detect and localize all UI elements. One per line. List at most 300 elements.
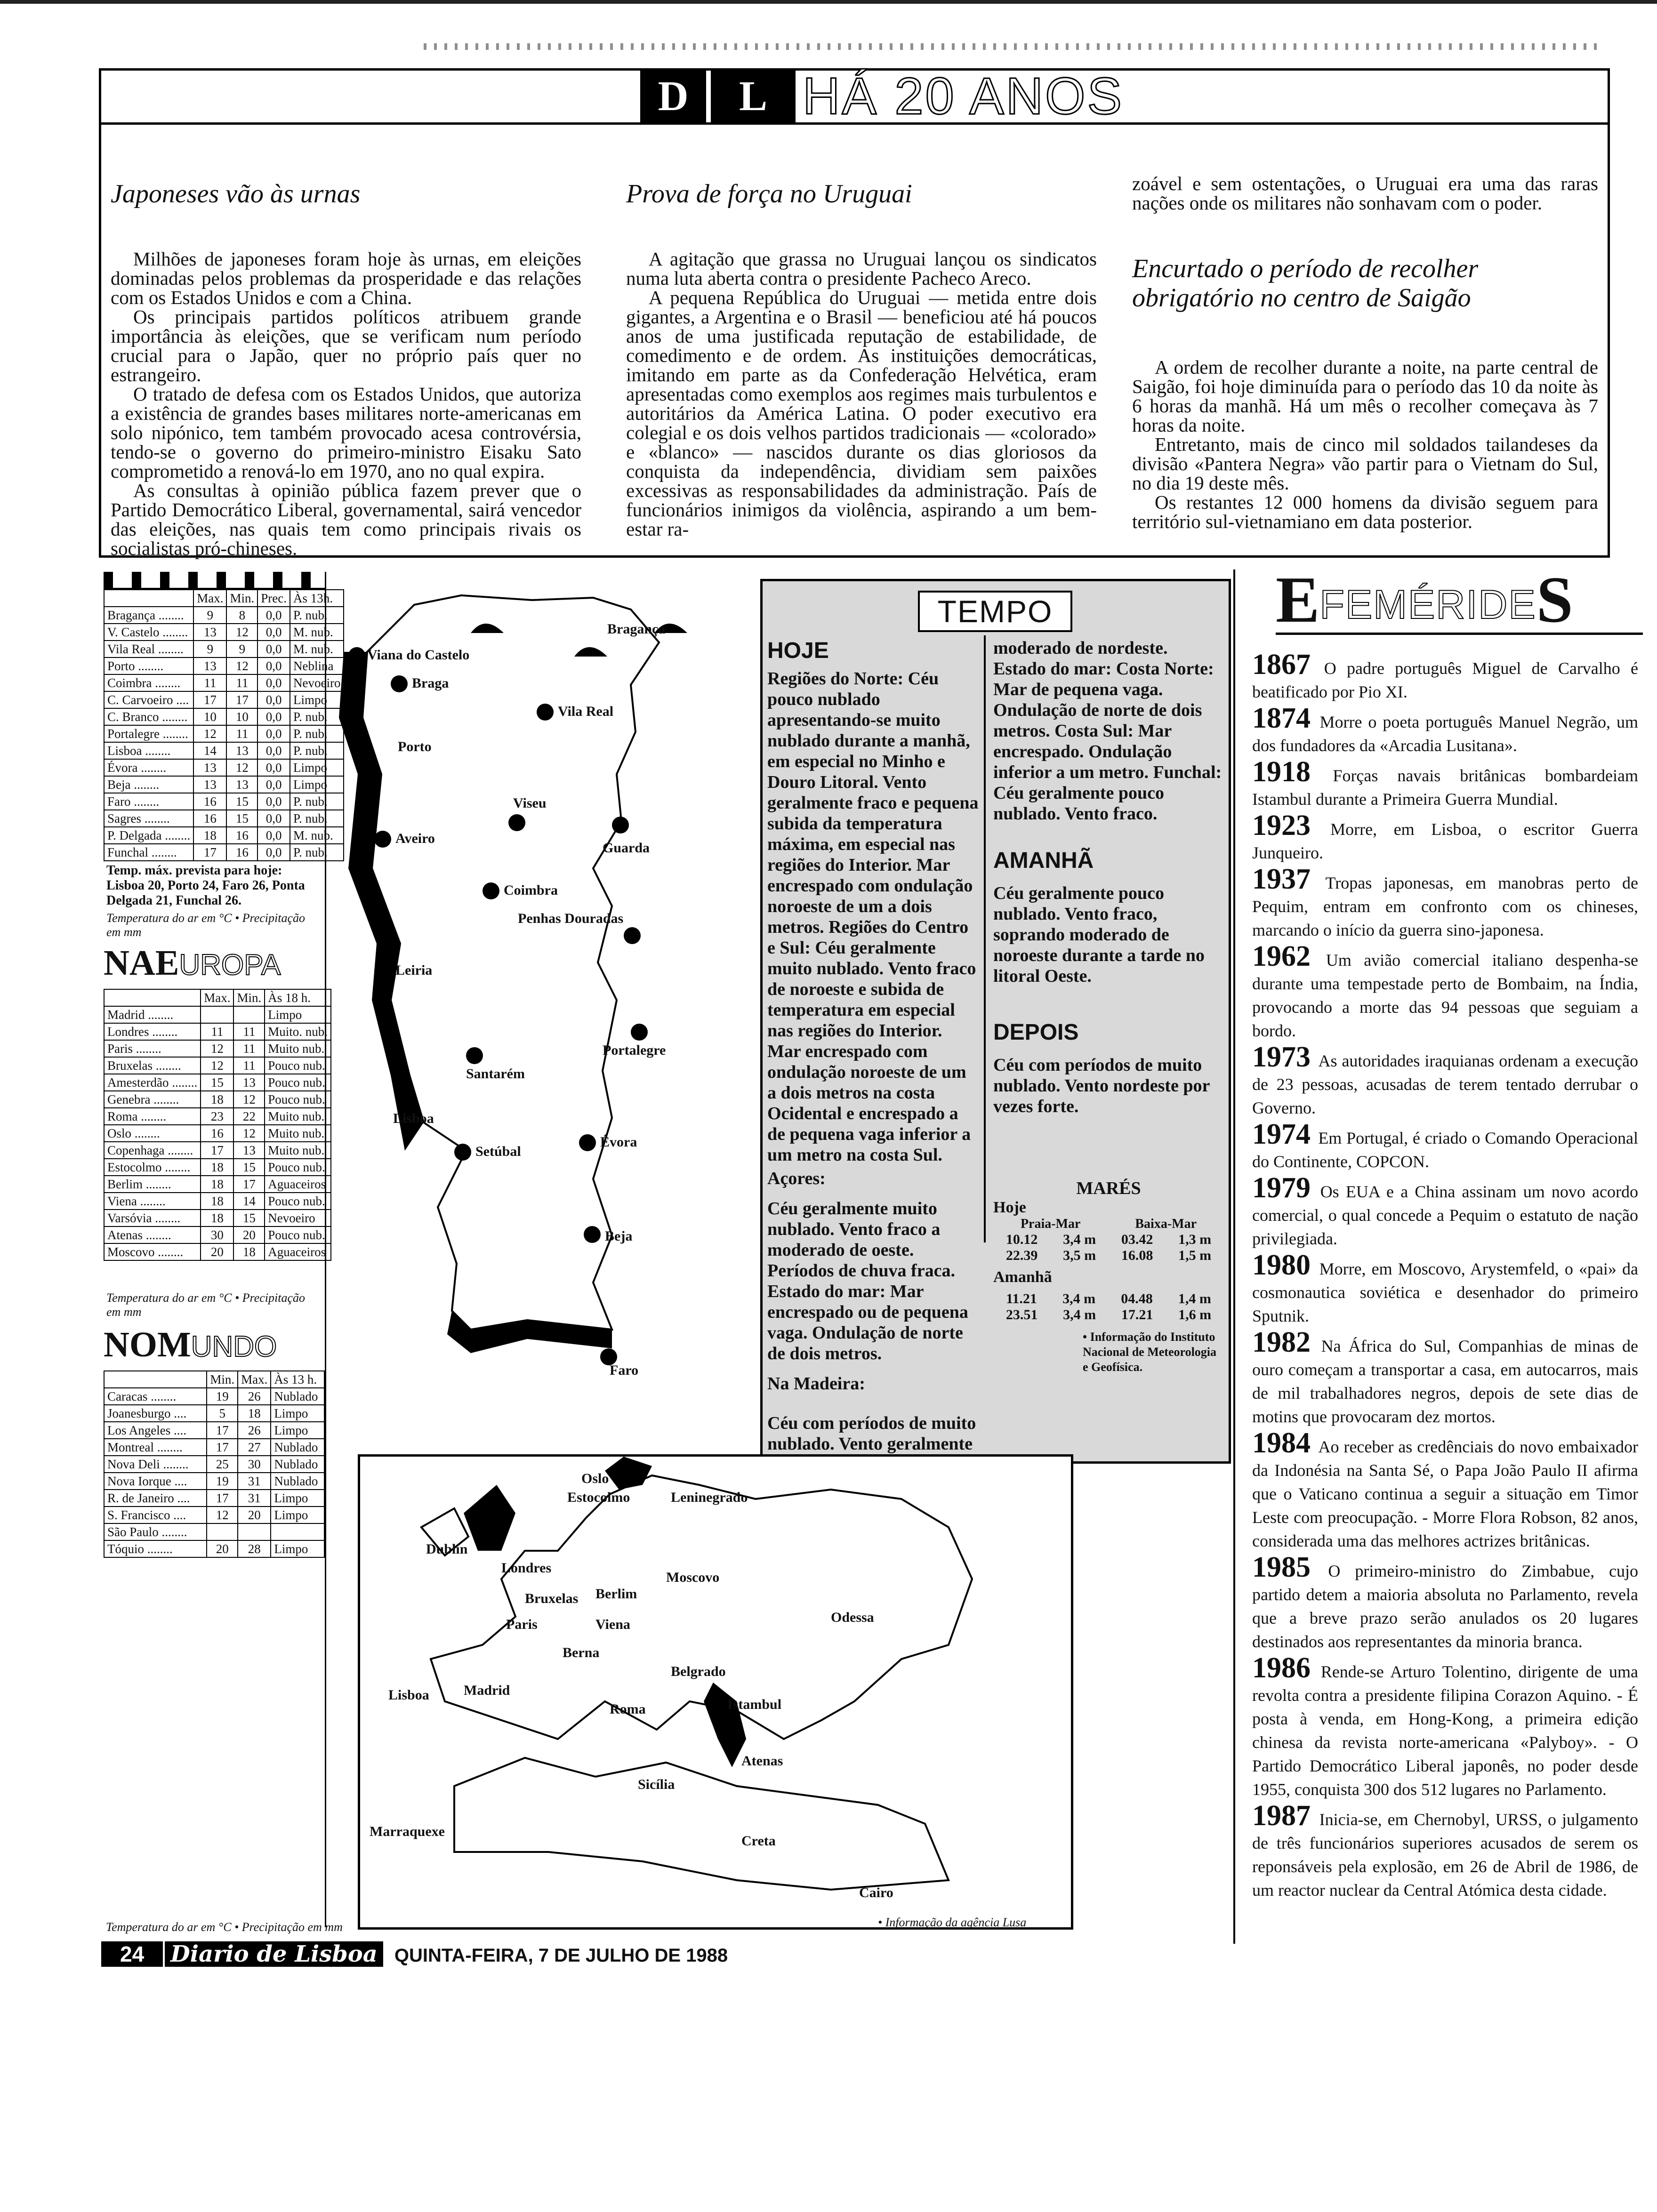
city-dublin: Dublin [426,1541,468,1557]
table-cell: P. nub. [290,708,344,725]
table-cell: 17 [207,1439,238,1456]
tempo-column-rule [984,635,986,1242]
city-paris: Paris [506,1617,538,1632]
table-cell: Madrid ........ [104,1006,201,1023]
efemeride-item [1252,756,1638,811]
table-row [104,1243,331,1260]
table-cell: 13 [193,776,226,793]
mares-cell: 1,3 m [1178,1232,1212,1247]
table-row [104,1176,331,1193]
table-cell: 17 [193,844,226,861]
efemeride-year: 1874 [1252,702,1320,734]
table-cell: Caracas ........ [104,1388,207,1405]
table-row [104,1074,331,1091]
table-cell: Viena ........ [104,1193,201,1210]
table-cell: 23 [201,1108,233,1125]
issue-date: QUINTA-FEIRA, 7 DE JULHO DE 1988 [394,1945,728,1966]
city-sicilia: Sicília [638,1777,675,1792]
madeira-label: Na Madeira: [767,1374,865,1394]
table-cell: Limpo [271,1422,324,1439]
table-cell: Pouco nub. [265,1074,331,1091]
europa-legend: Temperatura do ar em °C • Precipitação em mm [106,1291,305,1319]
table-cell: P. nub. [290,607,344,624]
europe-map-credit: • Informação da agência Lusa [878,1915,1027,1929]
table-cell: Muito nub. [265,1125,331,1142]
table-header-cell: Às 13h. [290,590,344,607]
portugal-map [330,577,753,1443]
table-cell: 18 [201,1210,233,1226]
table-cell: 18 [201,1091,233,1108]
table-cell: Oslo ........ [104,1125,201,1142]
dotted-rule [424,43,1601,50]
table-cell: 27 [238,1439,271,1456]
heading-part: NO [104,1325,157,1364]
efemeride-text: Um avião comercial italiano despenha-se durante uma tempestade perto de Bombaim, na Índia, provocando a morte das 94 pessoas que seguiam a bordo. [1252,951,1639,1040]
table-header-cell [104,590,193,607]
amanha-label: AMANHÃ [993,848,1094,873]
heading-part: UNDO [191,1330,277,1363]
table-cell: Limpo [290,776,344,793]
table-cell: Nevoeiro [265,1210,331,1226]
table-row [104,1142,331,1159]
efemeride-year: 1979 [1252,1172,1320,1204]
city-moscovo: Moscovo [666,1570,720,1585]
table-cell: 16 [193,810,226,827]
mares-cell: 17.21 [1121,1307,1153,1322]
city-santarem: Santarém [466,1066,525,1082]
table-cell: 0,0 [257,810,290,827]
table-cell: 18 [238,1405,271,1422]
efemeride-item [1252,1326,1638,1428]
table-cell: 17 [201,1142,233,1159]
mares-cell: 1,4 m [1178,1291,1211,1306]
table-row [104,776,344,793]
mares-cell: 1,6 m [1178,1307,1212,1322]
table-cell: Nova Deli ........ [104,1456,207,1473]
table-cell: 22 [233,1108,265,1125]
city-londres: Londres [501,1560,552,1576]
mares-cell: 22.39 [1005,1248,1038,1263]
table-header-cell: Max. [238,1371,271,1388]
portugal-legend: Temperatura do ar em °C • Precipitação em mm [106,911,305,939]
table-cell: Genebra ........ [104,1091,201,1108]
efemeride-text: O padre português Miguel de Carvalho é beatificado por Pio XI. [1252,659,1638,701]
table-cell: 14 [193,742,226,759]
table-row [104,1210,331,1226]
table-cell: Berlim ........ [104,1176,201,1193]
table-cell: Moscovo ........ [104,1243,201,1260]
table-cell: Nublado [271,1388,324,1405]
city-dot [391,675,408,692]
city-bruxelas: Bruxelas [525,1591,579,1606]
table-cell: 13 [193,759,226,776]
city-coimbra: Coimbra [504,882,558,898]
city-portalegre: Portalegre [603,1042,666,1058]
table-row [104,1023,331,1040]
table-cell: 11 [233,1040,265,1057]
portugal-weather-table [104,589,344,861]
table-cell: Los Angeles .... [104,1422,207,1439]
table-cell: Nublado [271,1456,324,1473]
city-dot [454,1144,471,1161]
table-row [104,1226,331,1243]
table-cell: 28 [238,1540,271,1557]
city-roma: Roma [610,1701,646,1717]
table-cell: 15 [226,810,257,827]
table-cell: 18 [201,1176,233,1193]
table-cell: 25 [207,1456,238,1473]
city-vila-real: Vila Real [558,704,614,719]
city-dot [466,1047,483,1064]
table-cell: 16 [226,844,257,861]
table-header-cell: Prec. [257,590,290,607]
table-cell: 0,0 [257,691,290,708]
europa-weather-table [104,989,331,1261]
table-header-row [104,590,344,607]
table-cell: 0,0 [257,844,290,861]
table-cell: 31 [238,1473,271,1490]
city-dot [374,831,391,848]
table-cell: Limpo [271,1540,324,1557]
table-row [104,1473,324,1490]
table-cell: 9 [193,607,226,624]
table-cell: Porto ........ [104,657,193,674]
table-cell: 12 [201,1040,233,1057]
mares-hoje-rows [993,1232,1224,1264]
table-cell: Limpo [265,1006,331,1023]
mares-title: MARÉS [1076,1178,1141,1198]
mundo-weather-table [104,1370,325,1558]
mares-col-b: Baixa-Mar [1135,1217,1197,1231]
table-cell: Amesterdão ........ [104,1074,201,1091]
table-row [104,708,344,725]
efemeride-item [1252,1427,1639,1553]
table-row [104,641,344,657]
mares-cell: 1,5 m [1178,1248,1212,1263]
weather-tables-column [104,572,341,1927]
efemeride-item [1252,1800,1639,1902]
table-cell: 15 [201,1074,233,1091]
table-cell: Pouco nub. [265,1091,331,1108]
mares-headers [993,1217,1224,1232]
table-cell: 13 [233,1142,265,1159]
page-number: 24 [101,1941,163,1967]
column-rule [1233,569,1235,1944]
article-continuation-uruguai [1132,174,1598,213]
table-cell: 31 [238,1490,271,1507]
table-cell: 13 [226,776,257,793]
dl-logo-d: D [640,71,706,122]
table-cell: Coimbra ........ [104,674,193,691]
top-rule [0,0,1657,4]
table-cell: 15 [233,1159,265,1176]
tempo-col1 [767,638,979,1454]
dl-logo-l: L [711,71,796,122]
table-cell: Nublado [271,1439,324,1456]
table-cell: Neblina [290,657,344,674]
city-dot [624,927,641,944]
city-leninegrado: Leninegrado [671,1490,748,1505]
city-guarda: Guarda [603,840,650,856]
table-cell: Muito nub. [265,1040,331,1057]
paragraph: zoável e sem ostentações, o Uruguai era uma das raras nações onde os militares não sonhavam com o poder. [1132,173,1598,214]
table-cell: 20 [238,1507,271,1523]
city-istambul: Istambul [727,1697,782,1712]
city-cairo: Cairo [859,1885,893,1900]
article-body-japoneses [111,249,581,558]
mares-cell: 3,4 m [1062,1291,1096,1306]
table-cell: 0,0 [257,624,290,641]
table-cell: Limpo [271,1405,324,1422]
city-leiria: Leiria [395,962,433,978]
table-cell: Pouco nub. [265,1193,331,1210]
table-cell: 17 [207,1422,238,1439]
table-cell: 13 [233,1074,265,1091]
table-cell: 0,0 [257,708,290,725]
efemeride-item [1252,940,1639,1042]
table-cell: M. nub. [290,827,344,844]
table-cell: Limpo [290,691,344,708]
city-odessa: Odessa [831,1610,874,1625]
table-cell: P. nub. [290,742,344,759]
table-row [104,1507,324,1523]
table-cell: 17 [233,1176,265,1193]
table-cell: Roma ........ [104,1108,201,1125]
amanha-text: Céu geralmente pouco nublado. Vento fraco, soprando moderado de noroeste durante a tarde no litoral Oeste. [993,883,1205,986]
city-setubal: Setúbal [475,1144,521,1159]
table-cell: Nevoeiro [290,674,344,691]
table-row [104,827,344,844]
table-cell: 30 [201,1226,233,1243]
table-cell: 15 [233,1210,265,1226]
efemeride-year: 1986 [1252,1652,1321,1684]
europe-map [358,1454,1073,1930]
table-cell: M. nub. [290,624,344,641]
table-cell: Limpo [290,759,344,776]
efemeride-text: Ao receber as credênciais do novo embaixador da Indonésia na Santa Sé, o Papa João Paulo II afirma que o Vaticano continua a seguir a situação em Timor Leste com preocupação. - Morre Flora Robson, 82 anos, considerada uma das melhores actrizes britânicas. [1252,1437,1639,1550]
table-header-cell [104,1371,207,1388]
table-cell: Pouco nub. [265,1159,331,1176]
table-row [104,1159,331,1176]
table-row [104,1523,324,1540]
hoje-text: Regiões do Norte: Céu pouco nublado apresentando-se muito nublado durante a manhã, em especial no Minho e Douro Litoral. Vento geralmente fraco e pequena subida da temperatura máxima, em especial nas regiões do Interior. Mar encrespado com ondulação noroeste de um a dois metros. Regiões do Centro e Sul: Céu geralmente muito nublado. Vento fraco de noroeste e subida de temperatura em especial nas regiões do Interior. Mar encrespado com ondulação noroeste de um a dois metros na costa Ocidental e encrespado a de pequena vaga inferior a um metro na costa Sul. [767,669,979,1165]
table-cell [201,1006,233,1023]
table-header-cell: Às 13 h. [271,1371,324,1388]
heading-part: E [155,943,179,983]
table-cell: 14 [233,1193,265,1210]
heading-part: UROPA [179,949,281,981]
efemeride-year: 1987 [1252,1800,1319,1832]
table-row [104,1439,324,1456]
table-cell: 12 [226,759,257,776]
article-title-japoneses: Japoneses vão às urnas [111,179,361,208]
madeira-text: Céu com períodos de muito nublado. Vento geralmente [767,1413,976,1454]
paragraph: Os restantes 12 000 homens da divisão seguem para território sul-vietnamiano em data posterior. [1132,491,1598,532]
article-title-saigao: Encurtado o período de recolher obrigatório no centro de Saigão [1132,254,1479,313]
efemeride-year: 1973 [1252,1041,1319,1073]
table-cell [207,1523,238,1540]
table-cell: 12 [193,725,226,742]
article-title-uruguai: Prova de força no Uruguai [626,179,912,208]
table-cell: 13 [226,742,257,759]
table-cell: 9 [193,641,226,657]
mares-col-a: Praia-Mar [1020,1217,1081,1231]
table-cell: 20 [233,1226,265,1243]
table-cell: Portalegre ........ [104,725,193,742]
table-row [104,1540,324,1557]
page-footer [101,1941,1513,1970]
city-aveiro: Aveiro [395,831,435,846]
efemeride-text: Tropas japonesas, em manobras perto de Pequim, entram em confronto com os chineses, marcando o início da guerra sino-japonesa. [1252,874,1639,939]
city-porto: Porto [398,739,432,754]
efemeride-text: Os EUA e a China assinam um novo acordo comercial, o qual concede a Pequim o estatuto de nação privilegiada. [1252,1182,1639,1248]
mares-cell: 04.48 [1121,1291,1153,1306]
table-cell: P. nub. [290,793,344,810]
table-cell: Copenhaga ........ [104,1142,201,1159]
city-dot [579,1134,596,1151]
mares-cell: 11.21 [1006,1291,1037,1306]
efemeride-item [1252,649,1638,704]
city-dot [631,1024,648,1041]
mares-row [993,1248,1224,1264]
table-row [104,657,344,674]
city-beja: Beja [605,1228,633,1244]
table-cell: 19 [207,1388,238,1405]
city-estocolmo: Estocolmo [567,1490,630,1505]
table-cell: P. nub. [290,725,344,742]
city-lisboa-eu: Lisboa [388,1687,429,1703]
city-viana: Viana do Castelo [367,647,470,663]
table-cell: 12 [233,1091,265,1108]
tempo-title-box [918,591,1072,632]
efemerides-title-c: S [1536,563,1573,636]
mares-row [993,1307,1224,1323]
tempo-title: TEMPO [937,594,1053,629]
efemeride-item [1252,863,1639,942]
efemeride-year: 1962 [1252,940,1326,972]
table-cell: 26 [238,1388,271,1405]
table-header-cell: Min. [233,989,265,1006]
table-cell: Varsóvia ........ [104,1210,201,1226]
table-row [104,1193,331,1210]
efemeride-item [1252,1551,1638,1653]
table-row [104,1091,331,1108]
table-cell: Muito nub. [265,1142,331,1159]
efemeride-text: As autoridades iraquianas ordenam a execução de 23 pessoas, acusadas de terem tentado derrubar o Governo. [1252,1051,1639,1117]
efemerides-header [1276,563,1643,636]
table-row [104,1057,331,1074]
mares-block [993,1178,1224,1323]
table-cell: Bruxelas ........ [104,1057,201,1074]
table-row [104,1405,324,1422]
mares-amanha-rows [993,1291,1224,1323]
efemeride-text: O primeiro-ministro do Zimbabue, cujo partido detem a maioria absoluta no Parlamento, revela que a breve prazo serão anulados os 20 lugares destinados aos representantes da minoria branca. [1252,1562,1638,1651]
table-header-row [104,989,331,1006]
table-cell [271,1523,324,1540]
table-cell: 12 [233,1125,265,1142]
table-cell: 11 [226,725,257,742]
table-cell: 13 [193,624,226,641]
efemeride-text: Inicia-se, em Chernobyl, URSS, o julgamento de três funcionários superiores acusados de serem os reponsáveis pela explosão, em 26 de Abril de 1986, de um reactor nuclear da Central Atómica desta cidade. [1252,1810,1639,1899]
efemerides-list [1243,649,1643,1902]
table-cell: 0,0 [257,725,290,742]
city-oslo: Oslo [581,1471,609,1486]
city-belgrado: Belgrado [671,1664,726,1679]
city-berna: Berna [563,1645,600,1660]
table-cell: Faro ........ [104,793,193,810]
table-row [104,1040,331,1057]
efemeride-text: Na África do Sul, Companhias de minas de ouro começam a transportar a casa, em autocarros, mais de mil trabalhadores negros, depois de sete dias de motins que provocaram dez mortos. [1252,1337,1638,1426]
table-cell: 0,0 [257,657,290,674]
table-cell: Joanesburgo .... [104,1405,207,1422]
mares-hoje: Hoje [993,1199,1026,1216]
table-row [104,691,344,708]
table-row [104,1006,331,1023]
paragraph: A agitação que grassa no Uruguai lançou os sindicatos numa luta aberta contra o presidente Pacheco Areco. [626,248,1097,289]
mundo-legend: Temperatura do ar em °C • Precipitação em mm [106,1920,343,1934]
table-cell: 17 [207,1490,238,1507]
efemerides-title-a: E [1276,563,1320,636]
table-cell: 11 [233,1023,265,1040]
mares-amanha: Amanhã [993,1268,1052,1286]
efemeride-year: 1982 [1252,1326,1321,1358]
table-cell: 0,0 [257,742,290,759]
table-cell: P. Delgada ........ [104,827,193,844]
table-cell: 18 [193,827,226,844]
city-madrid: Madrid [464,1683,510,1698]
efemeride-year: 1918 [1252,756,1333,788]
table-cell: 30 [238,1456,271,1473]
efemeride-text: Em Portugal, é criado o Comando Operacional do Continente, COPCON. [1252,1129,1638,1171]
acores-text: Céu geralmente muito nublado. Vento fraco a moderado de oeste. Períodos de chuva fraca. Estado do mar: Mar encrespado ou de pequena vaga. Ondulação de norte de dois metros. [767,1199,968,1363]
city-marraquexe: Marraquexe [370,1824,445,1839]
table-cell: R. de Janeiro .... [104,1490,207,1507]
depois-label: DEPOIS [993,1020,1079,1045]
table-cell: 0,0 [257,793,290,810]
table-cell: M. nub. [290,641,344,657]
table-cell: Pouco nub. [265,1226,331,1243]
table-cell: 8 [226,607,257,624]
table-header-cell: Às 18 h. [265,989,331,1006]
mares-cell: 03.42 [1121,1232,1153,1247]
europa-heading [104,944,325,984]
table-cell: 17 [226,691,257,708]
hoje-label: HOJE [767,638,829,663]
table-cell: Nublado [271,1473,324,1490]
table-cell: 10 [193,708,226,725]
masthead: Diario de Lisboa [165,1941,383,1967]
heading-part: M [157,1325,191,1364]
table-row [104,793,344,810]
table-row [104,1456,324,1473]
table-cell: 26 [238,1422,271,1439]
table-cell [233,1006,265,1023]
city-berlim: Berlim [595,1586,637,1602]
paragraph: Entretanto, mais de cinco mil soldados tailandeses da divisão «Pantera Negra» vão partir para o Vietnam do Sul, no dia 19 deste mês. [1132,433,1598,494]
acores-label: Açores: [767,1169,826,1188]
efemeride-item [1252,1172,1639,1250]
table-cell: 0,0 [257,827,290,844]
efemeride-item [1252,1652,1639,1801]
paragraph: A pequena República do Uruguai — metida entre dois gigantes, a Argentina e o Brasil — beneficiou até há poucos anos de uma justificada reputação de estabilidade, de comedimento e de ordem. As instituições democráticas, imitando em parte as da Confederação Helvética, eram apresentadas como exemplos aos regimes mais turbulentos e autoritários da América Latina. O poder executivo era colegial e os dois velhos partidos tradicionais — «colorado» e «blanco» — nascidos durante os dias gloriosos da conquista da independência, dividiam sem paixões excessivas as responsabilidades da administração. País de funcionários inimigos da violência, aspirando a um bem-estar ra- [626,287,1097,540]
mares-cell: 23.51 [1005,1307,1038,1322]
table-row [104,810,344,827]
city-penhas-douradas: Penhas Douradas [518,911,624,926]
paragraph: Milhões de japoneses foram hoje às urnas, em eleições dominadas pelos problemas da prosperidade e das relações com os Estados Unidos e com a China. [111,248,581,308]
table-cell: 12 [226,657,257,674]
table-cell: 11 [201,1023,233,1040]
mundo-heading [104,1326,325,1366]
